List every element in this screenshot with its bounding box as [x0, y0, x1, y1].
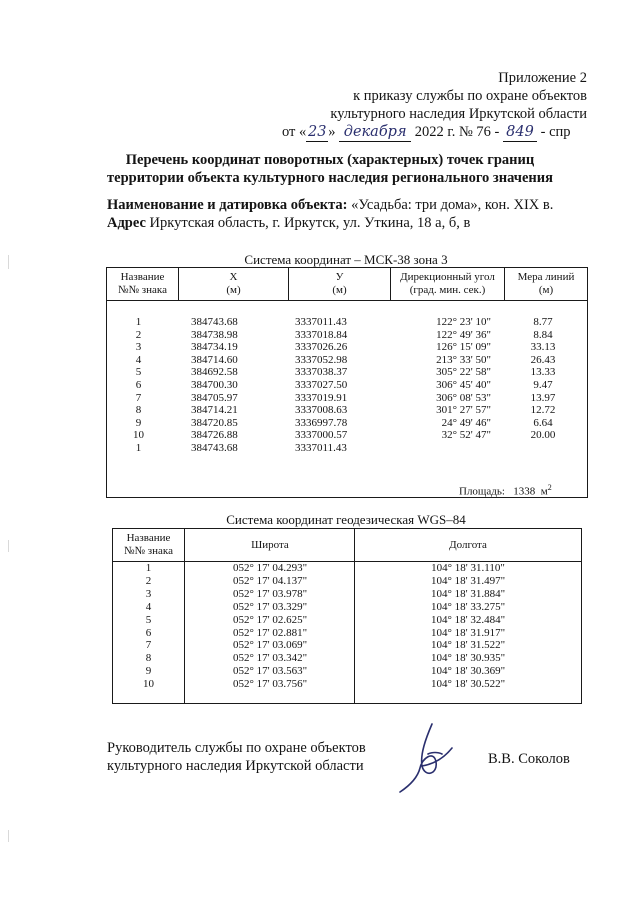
msk-cell-y: 3337052.98 [295, 353, 348, 366]
wgs-cell-longitude: 104° 18' 31.522" [430, 639, 506, 652]
msk-cell-number: 2 [135, 328, 142, 341]
msk-cell-number: 1 [135, 316, 142, 328]
msk-cell-measure: 8.84 [533, 328, 553, 341]
order-date-prefix: от « [282, 124, 307, 140]
wgs-cell-longitude: 104° 18' 32.484" [430, 613, 506, 626]
order-reference-line: к приказу службы по охране объектов [353, 88, 587, 104]
msk-header-name: Название №№ знака [118, 271, 167, 296]
order-number-handwritten: 849 [503, 124, 537, 142]
wgs-table-row [113, 614, 581, 627]
wgs-cell-number: 10 [143, 678, 154, 691]
wgs-table-row [113, 601, 581, 614]
msk-cell-x: 384738.98 [191, 328, 238, 341]
wgs-table-row [113, 575, 581, 588]
msk-table-row [107, 404, 587, 417]
wgs-table-row [113, 678, 581, 691]
wgs-coordinates-table [112, 528, 582, 704]
msk-cell-y: 3337038.37 [295, 366, 348, 379]
object-address-value: Иркутская область, г. Иркутск, ул. Уткина, 18 а, б, в [149, 215, 471, 231]
signatory-position-line2: культурного наследия Иркутской области [107, 758, 364, 774]
msk-cell-y: 3337018.84 [295, 328, 348, 341]
msk-cell-measure: 6.64 [533, 416, 553, 429]
wgs-table-row [113, 665, 581, 678]
wgs-cell-longitude: 104° 18' 31.110" [431, 562, 505, 574]
msk-cell-measure: 12.72 [530, 404, 556, 417]
wgs-cell-latitude: 052° 17' 03.756" [232, 678, 308, 691]
msk-cell-number: 8 [135, 404, 142, 417]
msk-cell-angle: 306° 45' 40" [436, 379, 491, 391]
order-date-line [282, 124, 612, 142]
msk-cell-y: 3337000.57 [295, 429, 348, 442]
msk-header-angle: Дирекционный угол (град. мин. сек.) [400, 271, 495, 296]
msk-cell-angle: 122° 23' 10" [436, 316, 491, 328]
object-address-line [107, 215, 607, 232]
msk-table-caption: Система координат – МСК-38 зона 3 [244, 252, 448, 267]
msk-cell-y: 3337027.50 [295, 379, 348, 391]
msk-cell-measure: 8.77 [533, 316, 553, 328]
msk-table-row [107, 442, 587, 455]
msk-cell-x: 384714.60 [191, 353, 238, 366]
wgs-cell-number: 8 [145, 652, 152, 665]
msk-cell-x: 384726.88 [191, 429, 238, 442]
order-year-number: 2022 г. № 76 - [414, 124, 500, 140]
msk-cell-y: 3337019.91 [295, 391, 348, 404]
wgs-cell-number: 5 [145, 613, 152, 626]
wgs-cell-number: 3 [145, 587, 152, 600]
document-title-line1: Перечень координат поворотных (характерных) точек границ [125, 152, 535, 168]
wgs-header-name: Название №№ знака [124, 532, 173, 557]
wgs-cell-longitude: 104° 18' 30.935" [430, 652, 506, 665]
msk-cell-y: 3336997.78 [295, 416, 348, 429]
wgs-cell-longitude: 104° 18' 30.522" [430, 678, 506, 691]
msk-cell-number: 5 [135, 366, 142, 379]
msk-cell-y: 3337011.43 [295, 442, 347, 454]
msk-cell-measure: 13.33 [530, 366, 556, 379]
msk-cell-y: 3337011.43 [295, 316, 347, 328]
msk-cell-x: 384700.30 [191, 379, 238, 391]
msk-cell-angle: 24° 49' 46" [441, 416, 491, 429]
scan-edge-mark [8, 540, 9, 552]
msk-table-row [107, 392, 587, 405]
msk-cell-number: 4 [135, 353, 142, 366]
wgs-table-row [113, 562, 581, 575]
signatory-position-line1: Руководитель службы по охране объектов [107, 740, 366, 756]
wgs-cell-longitude: 104° 18' 33.275" [430, 600, 506, 613]
msk-header-x: X (м) [226, 271, 241, 296]
msk-cell-measure: 20.00 [530, 429, 556, 442]
msk-cell-x: 384714.21 [191, 404, 238, 417]
scan-edge-mark [8, 255, 9, 269]
wgs-cell-longitude: 104° 18' 31.917" [430, 626, 506, 639]
msk-cell-x: 384743.68 [191, 442, 238, 454]
msk-cell-x: 384720.85 [191, 416, 238, 429]
msk-cell-x: 384743.68 [191, 316, 238, 328]
wgs-cell-latitude: 052° 17' 03.069" [232, 639, 308, 652]
wgs-cell-longitude: 104° 18' 31.497" [430, 574, 506, 587]
msk-cell-number: 3 [135, 341, 142, 354]
msk-cell-x: 384705.97 [191, 391, 238, 404]
area-unit-exponent: 2 [547, 483, 552, 492]
msk-table-row [107, 417, 587, 430]
msk-cell-number: 7 [135, 391, 142, 404]
wgs-cell-latitude: 052° 17' 04.293" [232, 562, 308, 574]
msk-cell-measure: 33.13 [530, 341, 556, 354]
msk-cell-angle: 122° 49' 36" [436, 328, 491, 341]
wgs-cell-number: 2 [145, 574, 152, 587]
msk-cell-angle: 32° 52' 47" [441, 429, 491, 442]
wgs-table-row [113, 627, 581, 640]
msk-cell-number: 1 [135, 442, 142, 454]
msk-table-row [107, 429, 587, 442]
document-title-line2: территории объекта культурного наследия регионального значения [107, 170, 553, 186]
msk-cell-number: 9 [135, 416, 142, 429]
wgs-cell-latitude: 052° 17' 03.978" [232, 587, 308, 600]
object-address-label: Адрес [107, 215, 146, 231]
wgs-table-caption: Система координат геодезическая WGS–84 [226, 512, 466, 527]
msk-header-measure: Мера линий (м) [517, 271, 575, 296]
msk-cell-number: 10 [133, 429, 144, 442]
wgs-cell-number: 7 [145, 639, 152, 652]
scan-edge-mark [8, 830, 9, 842]
wgs-cell-latitude: 052° 17' 02.625" [232, 613, 308, 626]
msk-cell-angle: 301° 27' 57" [436, 404, 491, 417]
msk-cell-x: 384692.58 [191, 366, 238, 379]
msk-table-row [107, 316, 587, 329]
msk-cell-measure: 9.47 [533, 379, 553, 391]
order-issuer-line: культурного наследия Иркутской области [330, 106, 587, 122]
msk-cell-measure: 26.43 [530, 353, 556, 366]
msk-cell-angle: 126° 15' 09" [436, 341, 491, 354]
msk-cell-y: 3337026.26 [295, 341, 348, 354]
area-unit: м [540, 485, 548, 498]
msk-table-row [107, 341, 587, 354]
order-day-handwritten: 23 [308, 124, 327, 140]
wgs-header-longitude: Долгота [449, 539, 487, 551]
msk-cell-angle: 305° 22' 58" [436, 366, 491, 379]
signatory-name: В.В. Соколов [488, 751, 570, 767]
msk-table-row [107, 354, 587, 367]
area-label: Площадь: [459, 485, 505, 498]
msk-cell-angle: 213° 33' 50" [436, 353, 491, 366]
msk-table-row [107, 379, 587, 392]
msk-cell-angle: 306° 08' 53" [436, 391, 491, 404]
msk-header-row [107, 268, 587, 301]
wgs-table-row [113, 652, 581, 665]
order-suffix: - спр [540, 124, 571, 140]
wgs-cell-number: 1 [145, 562, 152, 574]
wgs-cell-latitude: 052° 17' 03.329" [232, 600, 308, 613]
wgs-table-row [113, 639, 581, 652]
order-month-handwritten: декабря [339, 124, 411, 142]
object-name-value: «Усадьба: три дома», кон. XIX в. [351, 197, 554, 213]
wgs-cell-longitude: 104° 18' 30.369" [430, 665, 506, 678]
wgs-cell-latitude: 052° 17' 04.137" [232, 574, 308, 587]
wgs-cell-latitude: 052° 17' 02.881" [232, 626, 308, 639]
msk-table-row [107, 366, 587, 379]
wgs-table-row [113, 588, 581, 601]
handwritten-signature [392, 718, 472, 798]
wgs-cell-longitude: 104° 18' 31.884" [430, 587, 506, 600]
msk-cell-measure: 13.97 [530, 391, 556, 404]
object-name-line [107, 197, 607, 214]
area-line [459, 482, 579, 498]
msk-cell-number: 6 [135, 379, 142, 391]
wgs-cell-latitude: 052° 17' 03.342" [232, 652, 308, 665]
msk-coordinates-table [106, 267, 588, 498]
wgs-cell-number: 4 [145, 600, 152, 613]
object-name-label: Наименование и датировка объекта: [107, 197, 348, 213]
msk-header-y: У (м) [332, 271, 347, 296]
wgs-cell-number: 6 [145, 626, 152, 639]
appendix-label: Приложение 2 [498, 70, 587, 86]
msk-cell-y: 3337008.63 [295, 404, 348, 417]
area-value: 1338 [513, 485, 536, 498]
msk-cell-x: 384734.19 [191, 341, 238, 354]
order-date-mid: » [328, 124, 336, 140]
msk-table-row [107, 329, 587, 342]
wgs-cell-number: 9 [145, 665, 152, 678]
wgs-cell-latitude: 052° 17' 03.563" [232, 665, 308, 678]
wgs-header-latitude: Широта [251, 539, 289, 551]
wgs-table-body [113, 562, 581, 702]
msk-table-body [107, 316, 587, 476]
